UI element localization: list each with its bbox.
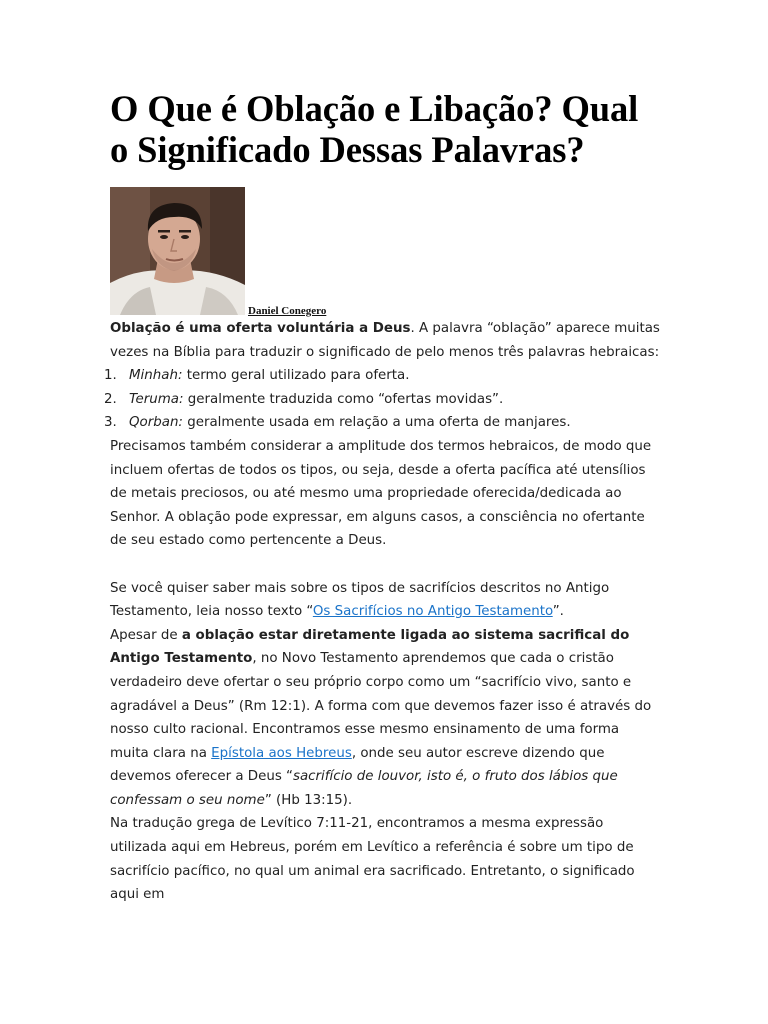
- paragraph-sacrifices: [110, 577, 662, 624]
- author-photo: [110, 187, 245, 315]
- paragraph-text: ” (Hb 13:15).: [264, 792, 353, 808]
- scripture-quote: sacrifício de louvor, isto é, o fruto dos lábios que confessam o seu nome: [110, 769, 618, 808]
- term-definition: geralmente traduzida como “ofertas movidas”.: [183, 391, 504, 407]
- paragraph-text: , no Novo Testamento aprendemos que cada o cristão verdadeiro deve ofertar o seu próprio corpo como um “sacrifício vivo, santo e agradável a Deus” (Rm 12:1). A forma com que devemos fazer isso é através do nosso culto racional. Encontramos esse mesmo ensinamento de uma forma muita clara na: [110, 651, 652, 761]
- paragraph-text: Apesar de: [110, 627, 182, 643]
- article-title: O Que é Oblação e Libação? Qual o Significado Dessas Palavras?: [110, 88, 639, 170]
- intro-paragraph: [110, 317, 662, 364]
- paragraph-bold: a oblação estar diretamente ligada ao sistema sacrifical do Antigo Testamento: [110, 627, 630, 667]
- list-item: [104, 364, 662, 388]
- term-name: Qorban:: [129, 415, 183, 431]
- paragraph-text: , onde seu autor escreve dizendo que devemos oferecer a Deus “: [110, 745, 605, 785]
- paragraph-gap: [110, 553, 662, 577]
- list-number: 3.: [104, 415, 117, 431]
- list-number: 1.: [104, 368, 117, 384]
- paragraph-new-testament: [110, 624, 662, 813]
- list-item: [104, 388, 662, 412]
- intro-bold: Oblação é uma oferta voluntária a Deus: [110, 321, 411, 336]
- term-definition: geralmente usada em relação a uma oferta de manjares.: [182, 415, 571, 431]
- term-name: Minhah:: [129, 368, 183, 384]
- sacrifices-article-link[interactable]: Os Sacrifícios no Antigo Testamento: [312, 604, 553, 620]
- paragraph-amplitude: Precisamos também considerar a amplitude dos termos hebraicos, de modo que incluem ofertas de todos os tipos, ou seja, desde a oferta pacífica até utensílios de metais preciosos, ou até mesmo uma propriedade oferecida/dedicada ao Senhor. A oblação pode expressar, em alguns casos, a consciência no ofertante de seu estado como pertencente a Deus.: [110, 438, 652, 549]
- paragraph-leviticus: Na tradução grega de Levítico 7:11-21, encontramos a mesma expressão utilizada aqui em Hebreus, porém em Levítico a referência é sobre um tipo de sacrifício pacífico, no qual um animal era sacrificado. Entretanto, o significado aqui em: [110, 816, 635, 903]
- list-item: [104, 411, 662, 435]
- author-block: [110, 187, 662, 315]
- term-name: Teruma:: [129, 391, 184, 407]
- list-number: 2.: [104, 391, 117, 407]
- terms-list: [104, 364, 662, 435]
- hebrews-epistle-link[interactable]: Epístola aos Hebreus: [211, 745, 352, 761]
- intro-rest: . A palavra “oblação” aparece muitas vezes na Bíblia para traduzir o significado de pelo menos três palavras hebraicas:: [110, 321, 660, 360]
- article: [104, 88, 662, 907]
- term-definition: termo geral utilizado para oferta.: [182, 368, 410, 384]
- author-photo-image: [110, 187, 245, 315]
- author-name[interactable]: Daniel Conegero: [248, 305, 327, 317]
- paragraph-text: Se você quiser saber mais sobre os tipos de sacrifícios descritos no Antigo Testamento, leia nosso texto “: [110, 580, 610, 620]
- paragraph-text: ”.: [552, 604, 564, 620]
